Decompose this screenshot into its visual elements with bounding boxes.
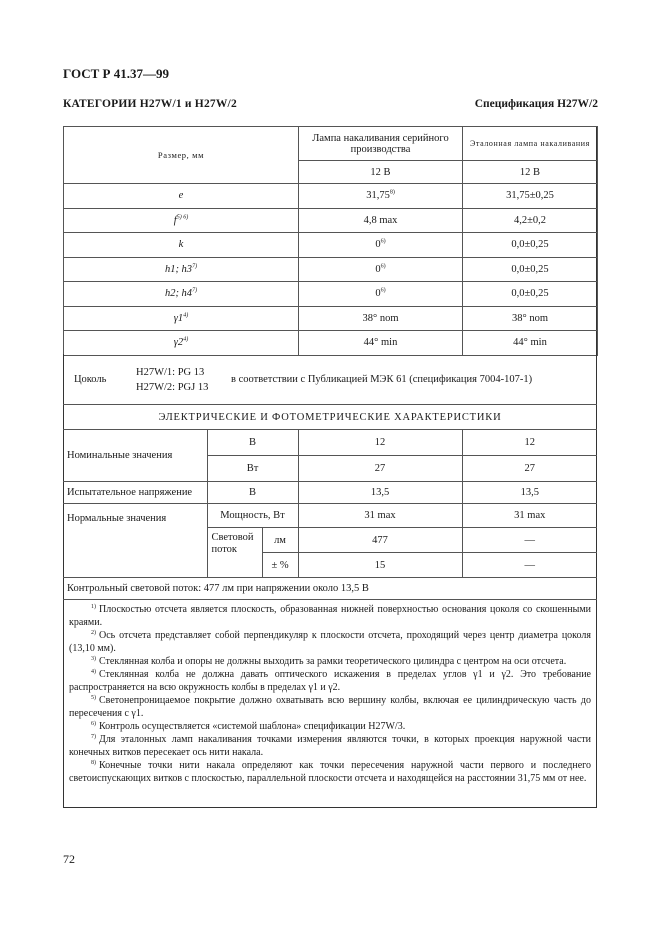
nominal-voltage-etalon: 12	[462, 430, 597, 456]
footnote-number: 5)	[91, 694, 96, 701]
etalon-value: 38° nom	[463, 306, 598, 331]
etalon-value: 44° min	[463, 331, 598, 356]
dimension-symbol: γ2	[173, 337, 184, 349]
electrical-table	[63, 429, 597, 578]
flux-lm-serial: 477	[298, 528, 462, 553]
size-header: Размер, мм	[64, 127, 299, 184]
serial-value	[299, 184, 463, 209]
footnote-text: Конечные точки нити накала определяют как точки пересечения наружной части первого и последнего светоиспускающих витков с плоскостью, параллельной плоскости отсчета и находящейся на расстоянии 31,75 мм от нее.	[69, 760, 591, 784]
cap-type-1: H27W/1: PG 13	[136, 367, 205, 378]
serial-value-text: 0	[375, 239, 381, 251]
etalon-value: 0,0±0,25	[463, 257, 598, 282]
flux-lm-etalon: —	[462, 528, 597, 553]
dimension-row	[64, 331, 598, 356]
specification-title: Спецификация H27W/2	[474, 98, 598, 110]
dimension-footnote-ref: 7)	[192, 263, 198, 270]
page-number: 72	[63, 852, 75, 866]
etalon-value: 31,75±0,25	[463, 184, 598, 209]
dimension-footnote-ref: 4)	[183, 336, 189, 343]
document-code: ГОСТ Р 41.37—99	[63, 66, 169, 81]
etalon-voltage: 12 В	[463, 161, 598, 184]
dimension-row	[64, 184, 598, 209]
dimension-symbol: h2; h4	[164, 288, 193, 300]
serial-footnote-ref: 6)	[380, 238, 386, 245]
cap-reference: в соответствии с Публикацией МЭК 61 (спецификация 7004-107-1)	[231, 374, 533, 385]
test-voltage-etalon: 13,5	[462, 482, 597, 504]
serial-footnote-ref: 6)	[380, 263, 386, 270]
dimension-label	[64, 306, 299, 331]
footnote-number: 3)	[91, 655, 96, 662]
dimension-label	[64, 282, 299, 307]
dimension-footnote-ref: 5) 6)	[176, 214, 189, 221]
footnote-text: Контроль осуществляется «системой шаблона» спецификации H27W/3.	[99, 721, 406, 732]
serial-value	[299, 233, 463, 258]
dimension-label	[64, 331, 299, 356]
serial-value-text: 31,75	[366, 190, 390, 202]
flux-pct-etalon: —	[462, 553, 597, 578]
footnote-number: 2)	[91, 629, 96, 636]
footnote-text: Для эталонных ламп накаливания точками измерения являются точки, в которых проекция наружной части конечных витков пересекает ось нити накала.	[69, 734, 591, 758]
footnote-number: 7)	[91, 733, 96, 740]
serial-voltage: 12 В	[299, 161, 463, 184]
footnote	[69, 759, 591, 785]
serial-value	[299, 208, 463, 233]
test-voltage-label: Испытательное напряжение	[63, 482, 207, 504]
dimension-symbol: k	[178, 239, 184, 251]
serial-value-text: 38° nom	[362, 312, 399, 324]
serial-lamp-header: Лампа накаливания серийного производства	[299, 127, 463, 161]
serial-footnote-ref: 8)	[389, 189, 395, 196]
unit-percent: ± %	[262, 553, 298, 578]
dimension-label	[64, 208, 299, 233]
power-serial: 31 max	[298, 504, 462, 528]
unit-watts: Вт	[207, 456, 298, 482]
cap-label: Цоколь	[74, 374, 107, 385]
footnote-number: 4)	[91, 668, 96, 675]
etalon-value: 0,0±0,25	[463, 282, 598, 307]
footnotes	[63, 603, 597, 785]
test-voltage-unit: В	[207, 482, 298, 504]
serial-footnote-ref: 6)	[380, 287, 386, 294]
footnote-text: Плоскостью отсчета является плоскость, образованная нижней поверхностью основания цоколя со скошенными краями.	[69, 604, 591, 628]
dimension-symbol: f	[173, 214, 177, 226]
serial-value	[299, 331, 463, 356]
dimension-label	[64, 233, 299, 258]
dimension-symbol: γ1	[173, 312, 184, 324]
dimension-footnote-ref: 7)	[192, 287, 198, 294]
footnote-number: 6)	[91, 720, 96, 727]
dimension-row	[64, 282, 598, 307]
etalon-value: 0,0±0,25	[463, 233, 598, 258]
cap-type-2: H27W/2: PGJ 13	[136, 382, 209, 393]
electrical-section-title: ЭЛЕКТРИЧЕСКИЕ И ФОТОМЕТРИЧЕСКИЕ ХАРАКТЕРИСТИКИ	[63, 404, 597, 430]
dimension-symbol: h1; h3	[164, 263, 193, 275]
footnote	[69, 733, 591, 759]
dimension-row	[64, 208, 598, 233]
unit-volts: В	[207, 430, 298, 456]
power-label: Мощность, Вт	[207, 504, 298, 528]
etalon-lamp-header: Эталонная лампа накаливания	[463, 127, 598, 161]
footnote	[69, 694, 591, 720]
footnote-text: Ось отсчета представляет собой перпендикуляр к плоскости отсчета, проходящий через центр диаметра цоколя (13,10 мм).	[69, 630, 591, 654]
serial-value-text: 44° min	[363, 337, 398, 349]
serial-value-text: 4,8 max	[363, 214, 398, 226]
dimension-label	[64, 257, 299, 282]
dimension-row	[64, 257, 598, 282]
serial-value-text: 0	[375, 288, 381, 300]
unit-lumen: лм	[262, 528, 298, 553]
dimension-footnote-ref: 4)	[183, 312, 189, 319]
etalon-value: 4,2±0,2	[463, 208, 598, 233]
test-voltage-serial: 13,5	[298, 482, 462, 504]
control-flux-note: Контрольный световой поток: 477 лм при напряжении около 13,5 В	[63, 578, 597, 600]
power-etalon: 31 max	[462, 504, 597, 528]
dimension-label	[64, 184, 299, 209]
dimensions-table	[63, 126, 598, 356]
footnote-text: Светонепроницаемое покрытие должно охватывать всю вершину колбы, включая ее цилиндрическую часть до пересечения с γ1.	[69, 695, 591, 719]
footnote-number: 8)	[91, 759, 96, 766]
serial-value	[299, 282, 463, 307]
footnote	[69, 655, 591, 668]
footnote-text: Стеклянная колба и опоры не должны выходить за рамки теоретического цилиндра с центром на оси отсчета.	[99, 656, 567, 667]
dimension-row	[64, 233, 598, 258]
footnote	[69, 668, 591, 694]
footnote-number: 1)	[91, 603, 96, 610]
footnote	[69, 603, 591, 629]
nominal-voltage-serial: 12	[298, 430, 462, 456]
footnote	[69, 629, 591, 655]
nominal-power-serial: 27	[298, 456, 462, 482]
cap-row	[63, 354, 597, 404]
footnote-text: Стеклянная колба не должна давать оптического искажения в пределах углов γ1 и γ2. Это требование распространяется на всю окружность колбы в пределах γ1 и γ2.	[69, 669, 591, 693]
footnote	[69, 720, 591, 733]
flux-pct-serial: 15	[298, 553, 462, 578]
serial-value	[299, 306, 463, 331]
nominal-power-etalon: 27	[462, 456, 597, 482]
dimension-row	[64, 306, 598, 331]
flux-label: Световой поток	[207, 528, 262, 578]
normal-values-label: Нормальные значения	[63, 504, 207, 578]
categories-title: КАТЕГОРИИ H27W/1 и H27W/2	[63, 98, 237, 110]
serial-value-text: 0	[375, 263, 381, 275]
nominal-label: Номинальные значения	[63, 430, 207, 482]
serial-value	[299, 257, 463, 282]
dimension-symbol: e	[178, 190, 184, 202]
